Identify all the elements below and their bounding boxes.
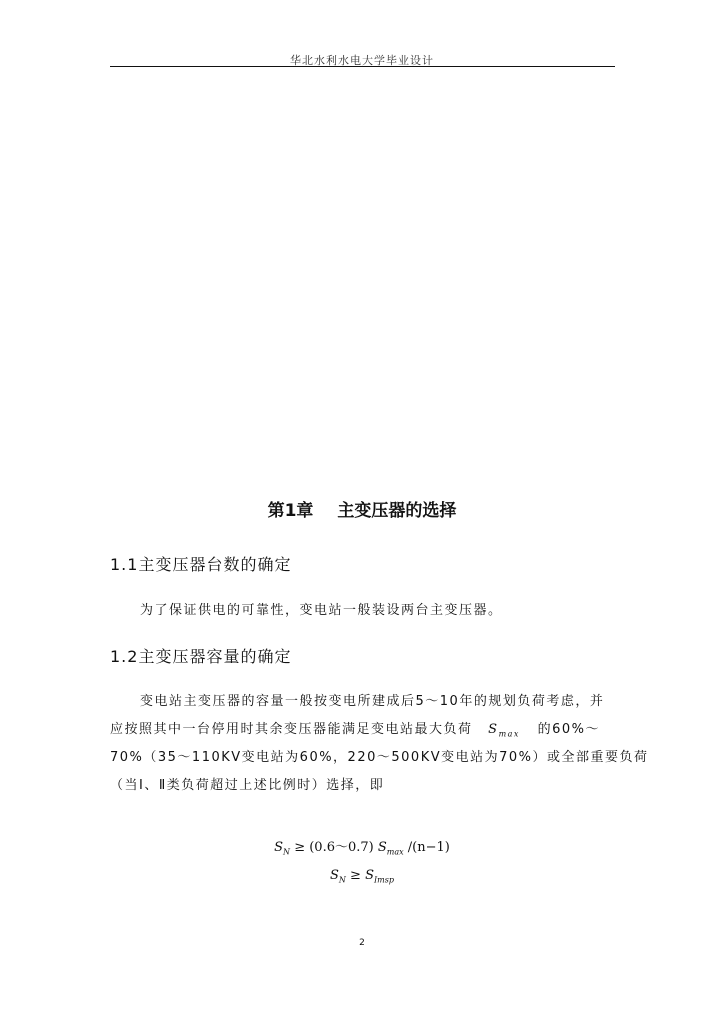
paragraph-line-4: （当Ⅰ、Ⅱ类负荷超过上述比例时）选择，即	[110, 778, 385, 793]
formula-1	[0, 836, 724, 857]
formula-2-rhs: S	[365, 868, 374, 883]
paragraph-line-2-text: 应按照其中一台停用时其余变压器能满足变电站最大负荷	[110, 722, 473, 737]
chapter-number: 第1章	[267, 501, 314, 521]
chapter-title: 主变压器的选择	[337, 501, 457, 521]
paragraph-line-2	[110, 718, 600, 739]
section-1-2-paragraph	[110, 690, 649, 800]
formula-2-lhs-sub: N	[338, 875, 346, 885]
symbol-smax-sub: max	[498, 729, 520, 739]
symbol-smax-base: S	[488, 722, 499, 737]
paragraph-line-1: 变电站主变压器的容量一般按变电所建成后5～10年的规划负荷考虑，并	[140, 694, 605, 709]
page-header	[0, 0, 724, 66]
section-heading-1-2: 1.2主变压器容量的确定	[110, 647, 292, 666]
header-rule	[110, 66, 615, 67]
formula-1-rhs-sub: max	[386, 847, 404, 857]
formula-2-lhs: S	[330, 868, 339, 883]
paragraph-line-2-tail: 的60%～	[537, 722, 600, 737]
formula-1-relation: ≥	[294, 840, 306, 855]
paragraph-line-3: 70%（35～110KV变电站为60%，220～500KV变电站为70%）或全部重要负荷	[110, 750, 649, 765]
formula-2	[0, 868, 724, 885]
formula-1-divisor: /(n−1)	[407, 840, 450, 855]
section-heading-1-1: 1.1主变压器台数的确定	[110, 555, 292, 574]
formula-1-rhs: S	[377, 840, 387, 855]
section-1-1-paragraph: 为了保证供电的可靠性，变电站一般装设两台主变压器。	[140, 603, 503, 618]
formula-1-lhs-sub: N	[283, 847, 291, 857]
symbol-smax	[488, 722, 520, 737]
formula-2-rhs-sub: Imsp	[374, 875, 394, 885]
header-title: 华北水利水电大学毕业设计	[290, 54, 434, 67]
formula-1-lhs: S	[274, 840, 284, 855]
page-number: 2	[359, 938, 365, 948]
formula-2-relation: ≥	[350, 868, 361, 883]
formula-1-coefficient: (0.6～0.7)	[309, 840, 374, 855]
chapter-heading	[0, 496, 724, 521]
